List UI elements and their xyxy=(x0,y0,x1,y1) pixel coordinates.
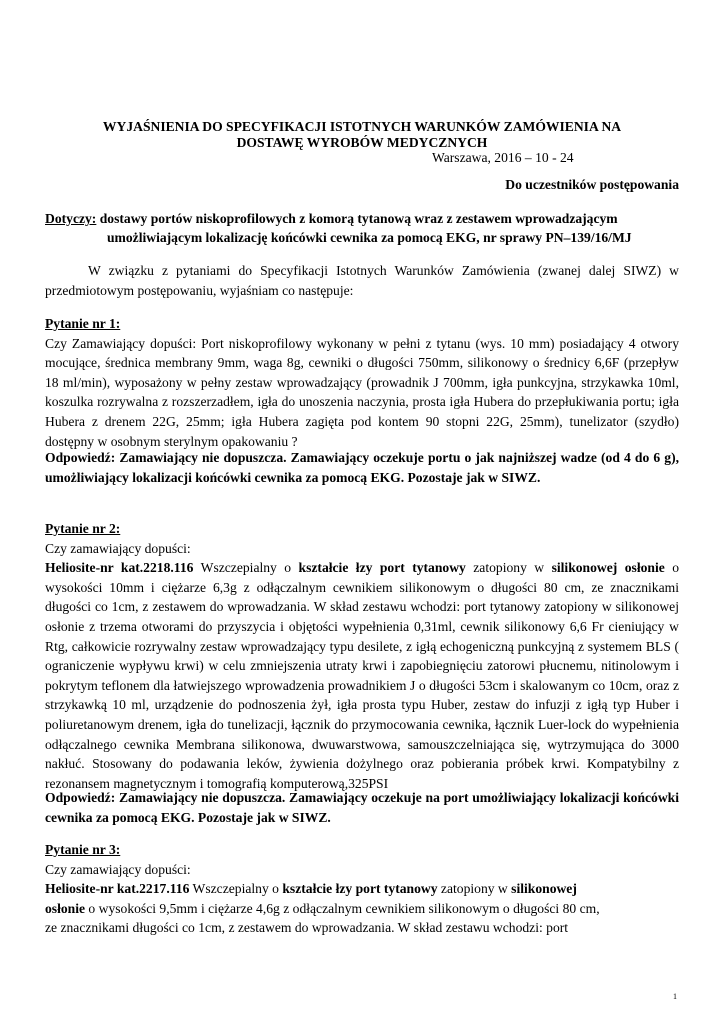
question-2-heading: Pytanie nr 2: xyxy=(45,521,121,536)
question-3-lead: Czy zamawiający dopuści: xyxy=(45,861,191,877)
question-3-text-part: zatopiony w xyxy=(437,881,512,897)
question-3-text-part: Wszczepialny o xyxy=(189,881,283,897)
question-2-text-part: zatopiony w xyxy=(465,560,552,576)
question-2-product: Heliosite-nr kat.2218.116 xyxy=(45,560,194,576)
question-3-line-1 xyxy=(45,879,679,899)
question-3-text-part: o wysokości 9,5mm i ciężarze 4,6g z odłączalnym cewnikiem silikonowym o długości 80 cm, xyxy=(85,900,600,916)
question-3-product: Heliosite-nr kat.2217.116 xyxy=(45,881,190,897)
question-3-line-2 xyxy=(45,899,679,919)
recipients: Do uczestników postępowania xyxy=(505,177,679,192)
document-date: Warszawa, 2016 – 10 - 24 xyxy=(432,150,574,165)
question-1-text: Czy Zamawiający dopuści: Port niskoprofilowy wykonany w pełni z tytanu (wys. 10 mm) posiadający 4 otwory mocujące, średnica membrany 9mm, waga 8g, cewniki o długości 750mm, silikonowy o średnicy 6,6F (przepływ 18 ml/min), wyposażony w pełny zestaw wprowadzający (prowadnik J 700mm, igła punkcyjna, strzykawka 10ml, koszulka rozrywalna z rozszerzadłem, igła do unoszenia naczynia, prosta igła Hubera do przepłukiwania portu; igła Hubera z drenem 22G, 25mm; igła Hubera zagięta pod kontem 90 stopni 22G, 25mm), tunelizator (szydło) dostępny w osobnym sterylnym opakowaniu ? xyxy=(45,335,679,449)
intro-paragraph: W związku z pytaniami do Specyfikacji Istotnych Warunków Zamówienia (zwanej dalej SIWZ) w przedmiotowym postępowaniu, wyjaśniam co następuje: xyxy=(45,263,679,298)
title-line-2: DOSTAWĘ WYROBÓW MEDYCZNYCH xyxy=(236,135,488,150)
question-3-bold-part: kształcie łzy port tytanowy xyxy=(282,881,438,897)
question-1 xyxy=(45,314,679,451)
question-2-text-part: o wysokości 10mm i ciężarze 6,3g z odłączalnym cewnikiem silikonowym o długości 80 cm, ze znacznikami długości co 1cm, z zestawem do wprowadzania. W skład zestawu wchodzi: port tytanowy zatopiony w silikonowej osłonie z trzema otworami do przyszycia i objętości wypełnienia 0,31ml, cewnik silikonowy 6,6 Fr cieniujący w Rtg, całkowicie rozrywalny zestaw wprowadzający typu desilete, z igłą echogeniczną punkcyjną z systemem BLS ( ograniczenie wypływu krwi) w celu zmniejszenia utraty krwi i zapobiegnięciu zatorowi płucnemu, nitinolowym i pokrytym teflonem dla łatwiejszego wprowadzenia prowadnikiem J o długości 53cm i skalowanym co 10cm, oraz z strzykawką 10 ml, urządzenie do podnoszenia żył, igła prosta typu Huber, zestaw do infuzji z igłą typ Huber i poliuretanowym drenem, igła do tunelizacji, łącznik do przymocowania cewnika, łącznik Luer-lock do wypełnienia odłączalnego cewnika Membrana silikonowa, dwuwarstwowa, samouszczelniająca się, wytrzymująca do 3000 nakłuć. Stosowany do podawania leków, żywienia dożylnego oraz pobierania próbek krwi. Kompatybilny z rezonansem magnetycznym i tomografią komputerową,325PSI xyxy=(45,560,680,791)
question-2 xyxy=(45,519,679,793)
question-2-text-part: Wszczepialny o xyxy=(193,560,299,576)
question-2-bold-part: kształcie łzy port tytanowy xyxy=(298,560,466,576)
document-title xyxy=(45,119,679,151)
title-line-1: WYJAŚNIENIA DO SPECYFIKACJI ISTOTNYCH WARUNKÓW ZAMÓWIENIA NA xyxy=(102,119,622,134)
answer-2: Odpowiedź: Zamawiający nie dopuszcza. Zamawiający oczekuje na port umożliwiający lokalizacji końcówki cewnika za pomocą EKG. Pozostaje jak w SIWZ. xyxy=(45,790,679,825)
question-3 xyxy=(45,840,679,938)
question-1-heading: Pytanie nr 1: xyxy=(45,316,121,331)
question-2-lead: Czy zamawiający dopuści: xyxy=(45,540,191,556)
subject-line-1: dostawy portów niskoprofilowych z komorą tytanową wraz z zestawem wprowadzającym xyxy=(96,211,618,226)
subject-label: Dotyczy: xyxy=(45,211,97,226)
question-3-heading: Pytanie nr 3: xyxy=(45,842,121,857)
subject-line-2: umożliwiającym lokalizację końcówki cewnika za pomocą EKG, nr sprawy PN–139/16/MJ xyxy=(107,230,632,245)
question-3-line-3: ze znacznikami długości co 1cm, z zestawem do wprowadzania. W skład zestawu wchodzi: port xyxy=(45,920,569,936)
question-2-bold-part: silikonowej osłonie xyxy=(551,560,665,576)
question-2-text xyxy=(45,558,679,793)
answer-1: Odpowiedź: Zamawiający nie dopuszcza. Zamawiający oczekuje portu o jak najniższej wadze (od 4 do 6 g), umożliwiający lokalizacji końcówki cewnika za pomocą EKG. Pozostaje jak w SIWZ. xyxy=(45,450,679,485)
question-3-bold-part: silikonowej xyxy=(511,881,577,897)
page-number: 1 xyxy=(673,992,677,1001)
question-3-bold-part: osłonie xyxy=(45,900,86,916)
subject xyxy=(45,209,685,247)
